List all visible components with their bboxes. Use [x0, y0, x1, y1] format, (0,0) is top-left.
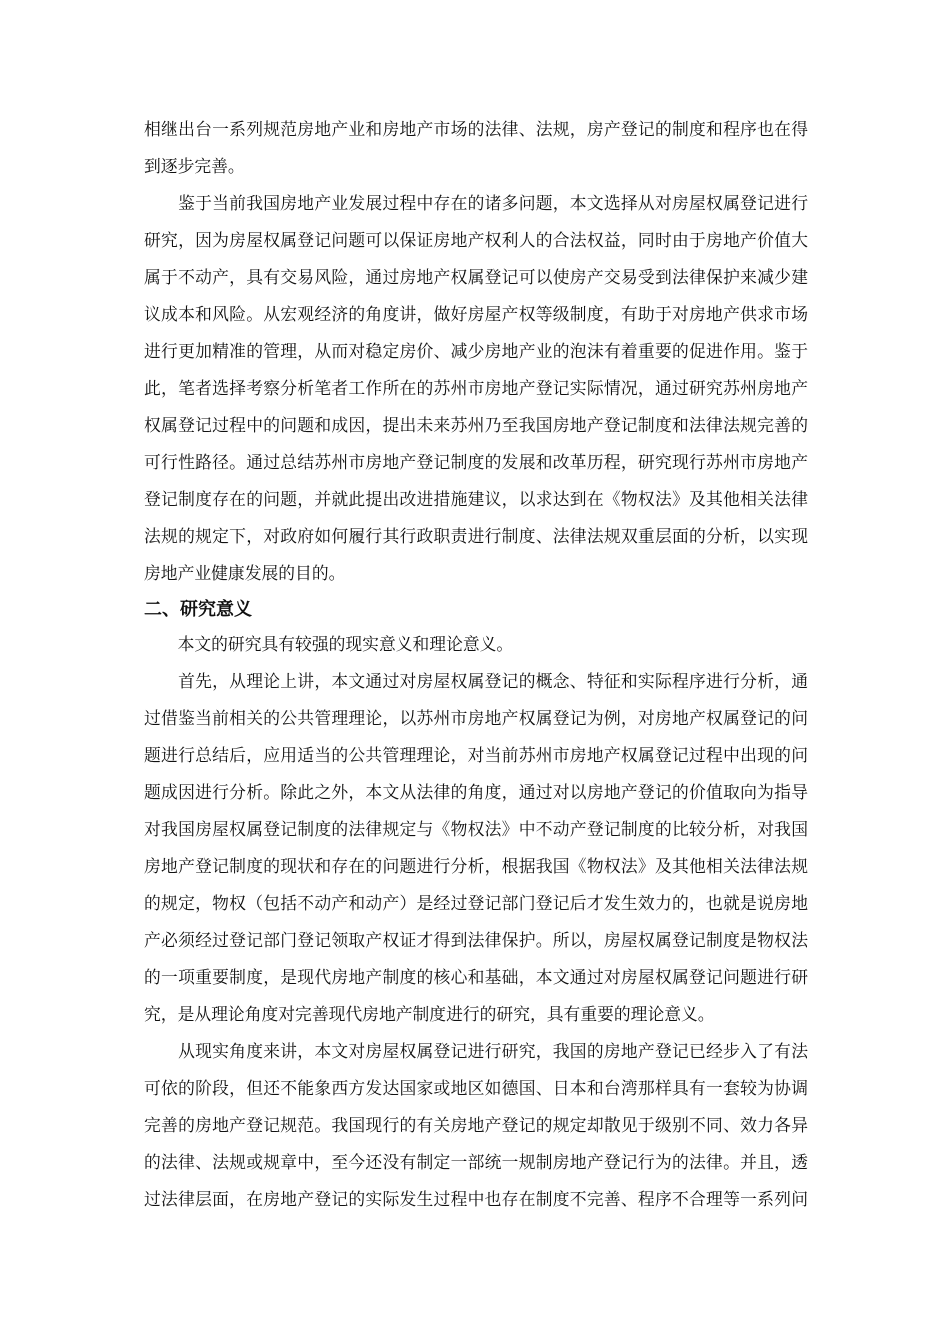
paragraph-2-line-10: 法规的规定下，对政府如何履行其行政职责进行制度、法律法规双重层面的分析，以实现 — [144, 526, 808, 546]
paragraph-5-line-3: 完善的房地产登记规范。我国现行的有关房地产登记的规定却散见于级别不同、效力各异 — [144, 1115, 808, 1135]
paragraph-3-line-1: 本文的研究具有较强的现实意义和理论意义。 — [144, 634, 514, 654]
paragraph-5-line-2: 可依的阶段，但还不能象西方发达国家或地区如德国、日本和台湾那样具有一套较为协调 — [144, 1078, 808, 1098]
paragraph-2-line-9: 登记制度存在的问题，并就此提出改进措施建议，以求达到在《物权法》及其他相关法律 — [144, 489, 808, 509]
paragraph-1-line-1: 相继出台一系列规范房地产业和房地产市场的法律、法规，房产登记的制度和程序也在得 — [144, 119, 808, 139]
paragraph-4-line-4: 题成因进行分析。除此之外，本文从法律的角度，通过对以房地产登记的价值取向为指导 — [144, 782, 808, 802]
paragraph-2-line-2: 研究，因为房屋权属登记问题可以保证房地产权利人的合法权益，同时由于房地产价值大 — [144, 230, 808, 250]
paragraph-4-line-6: 房地产登记制度的现状和存在的问题进行分析，根据我国《物权法》及其他相关法律法规 — [144, 856, 808, 876]
paragraph-4-line-10: 究，是从理论角度对完善现代房地产制度进行的研究，具有重要的理论意义。 — [144, 1004, 715, 1024]
paragraph-2-line-4: 议成本和风险。从宏观经济的角度讲，做好房屋产权等级制度，有助于对房地产供求市场 — [144, 304, 808, 324]
paragraph-4-line-2: 过借鉴当前相关的公共管理理论，以苏州市房地产权属登记为例，对房地产权属登记的问 — [144, 708, 808, 728]
paragraph-4-line-1: 首先，从理论上讲，本文通过对房屋权属登记的概念、特征和实际程序进行分析，通 — [144, 671, 808, 691]
paragraph-5-line-4: 的法律、法规或规章中，至今还没有制定一部统一规制房地产登记行为的法律。并且，透 — [144, 1152, 808, 1172]
paragraph-2-line-8: 可行性路径。通过总结苏州市房地产登记制度的发展和改革历程，研究现行苏州市房地产 — [144, 452, 808, 472]
paragraph-2-line-6: 此，笔者选择考察分析笔者工作所在的苏州市房地产登记实际情况，通过研究苏州房地产 — [144, 378, 808, 398]
paragraph-2-line-11: 房地产业健康发展的目的。 — [144, 563, 346, 583]
paragraph-4-line-7: 的规定，物权（包括不动产和动产）是经过登记部门登记后才发生效力的，也就是说房地 — [144, 893, 808, 913]
paragraph-4-line-5: 对我国房屋权属登记制度的法律规定与《物权法》中不动产登记制度的比较分析，对我国 — [144, 819, 808, 839]
paragraph-1-line-2: 到逐步完善。 — [144, 156, 245, 176]
paragraph-4-line-3: 题进行总结后，应用适当的公共管理理论，对当前苏州市房地产权属登记过程中出现的问 — [144, 745, 808, 765]
paragraph-5-line-1: 从现实角度来讲，本文对房屋权属登记进行研究，我国的房地产登记已经步入了有法 — [144, 1041, 808, 1061]
paragraph-2-line-3: 属于不动产，具有交易风险，通过房地产权属登记可以使房产交易受到法律保护来减少建 — [144, 267, 808, 287]
section-heading: 二、研究意义 — [144, 599, 252, 620]
paragraph-4-line-8: 产必须经过登记部门登记领取产权证才得到法律保护。所以，房屋权属登记制度是物权法 — [144, 930, 808, 950]
paragraph-2-line-1: 鉴于当前我国房地产业发展过程中存在的诸多问题，本文选择从对房屋权属登记进行 — [144, 193, 808, 213]
paragraph-2-line-5: 进行更加精准的管理，从而对稳定房价、减少房地产业的泡沫有着重要的促进作用。鉴于 — [144, 341, 808, 361]
paragraph-2-line-7: 权属登记过程中的问题和成因，提出未来苏州乃至我国房地产登记制度和法律法规完善的 — [144, 415, 808, 435]
paragraph-4-line-9: 的一项重要制度，是现代房地产制度的核心和基础，本文通过对房屋权属登记问题进行研 — [144, 967, 808, 987]
paragraph-5-line-5: 过法律层面，在房地产登记的实际发生过程中也存在制度不完善、程序不合理等一系列问 — [144, 1189, 808, 1209]
